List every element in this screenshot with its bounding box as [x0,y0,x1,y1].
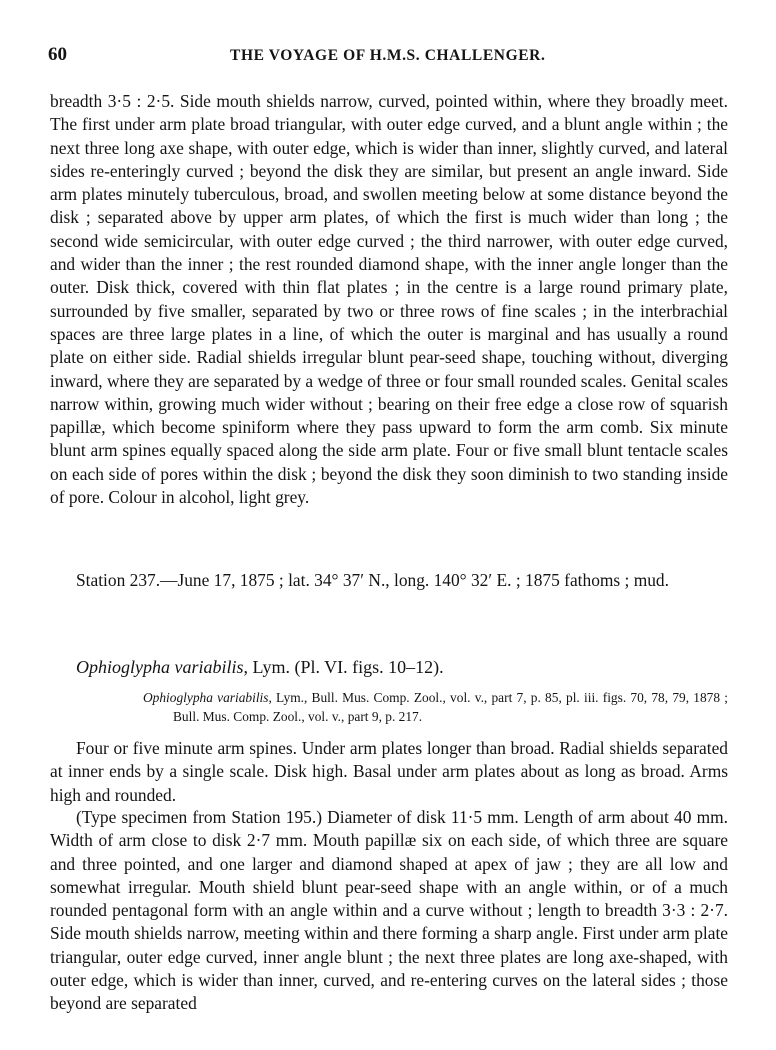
species-author-plate: , Lym. (Pl. VI. figs. 10–12). [243,657,444,677]
citation-reference: , Lym., Bull. Mus. Comp. Zool., vol. v., part 7, p. 85, pl. iii. figs. 70, 78, 79, 1878 ; Bull. Mus. Comp. Zool., vol. v., part 9, p. 217. [173,690,728,724]
running-title: THE VOYAGE OF H.M.S. CHALLENGER. [230,47,546,64]
running-head [48,44,728,70]
description-paragraph: breadth 3·5 : 2·5. Side mouth shields narrow, curved, pointed within, where they broadly meet. The first under arm plate broad triangular, with outer edge curved, and a blunt angle within ; the next three long axe shape, with outer edge, which is wider than inner, slightly curved, and lateral sides re-enteringly curved ; beyond the disk they are similar, but present an angle inward. Side arm plates minutely tuberculous, broad, and swollen meeting below at some distance beyond the disk ; separated above by upper arm plates, of which the first is much wider than long ; the second wide semicircular, with outer edge curved ; the third narrower, with outer edge curved, and wider than the inner ; the rest rounded diamond shape, with the inner angle longer than the outer. Disk thick, covered with thin flat plates ; in the centre is a large round primary plate, surrounded by five smaller, separated by two or three rows of fine scales ; in the interbrachial spaces are three large plates in a line, of which the outer is marginal and has usually a round plate on either side. Radial shields irregular blunt pear-seed shape, touching without, diverging inward, where they are separated by a wedge of three or four small rounded scales. Genital scales narrow within, growing much wider without ; bearing on their free edge a close row of squarish papillæ, which become spiniform where they pass upward to form the arm comb. Six minute blunt arm spines equally spaced along the side arm plate. Four or five small blunt tentacle scales on each side of pores within the disk ; beyond the disk they soon diminish to two standing inside of pore. Colour in alcohol, light grey. [50,91,728,508]
page-number: 60 [48,44,67,65]
diagnosis-paragraph: Four or five minute arm spines. Under arm plates longer than broad. Radial shields separated at inner ends by a single scale. Disk high. Basal under arm plates about as long as broad. Arms high and rounded. [50,738,728,805]
citation-species-name: Ophioglypha variabilis [143,690,269,705]
type-description-paragraph: (Type specimen from Station 195.) Diameter of disk 11·5 mm. Length of arm about 40 mm. Width of arm close to disk 2·7 mm. Mouth papillæ six on each side, of which three are square and three pointed, and one larger and diamond shaped at apex of jaw ; they are all low and somewhat irregular. Mouth shield blunt pear-seed shape with an angle within, or of a much rounded pentagonal form with an angle within and a curve without ; length to breadth 3·3 : 2·7. Side mouth shields narrow, meeting within and there forming a sharp angle. First under arm plate triangular, outer edge curved, inner angle blunt ; the next three plates are long axe-shaped, with outer edge, which is wider than inner, curved, and re-entering curves on the lateral sides ; those beyond are separated [50,807,728,1014]
species-name: Ophioglypha variabilis [76,657,244,677]
species-heading [76,655,444,679]
station-record: Station 237.—June 17, 1875 ; lat. 34° 37′ N., long. 140° 32′ E. ; 1875 fathoms ; mud. [76,570,669,590]
synonymy-citation [143,688,728,726]
